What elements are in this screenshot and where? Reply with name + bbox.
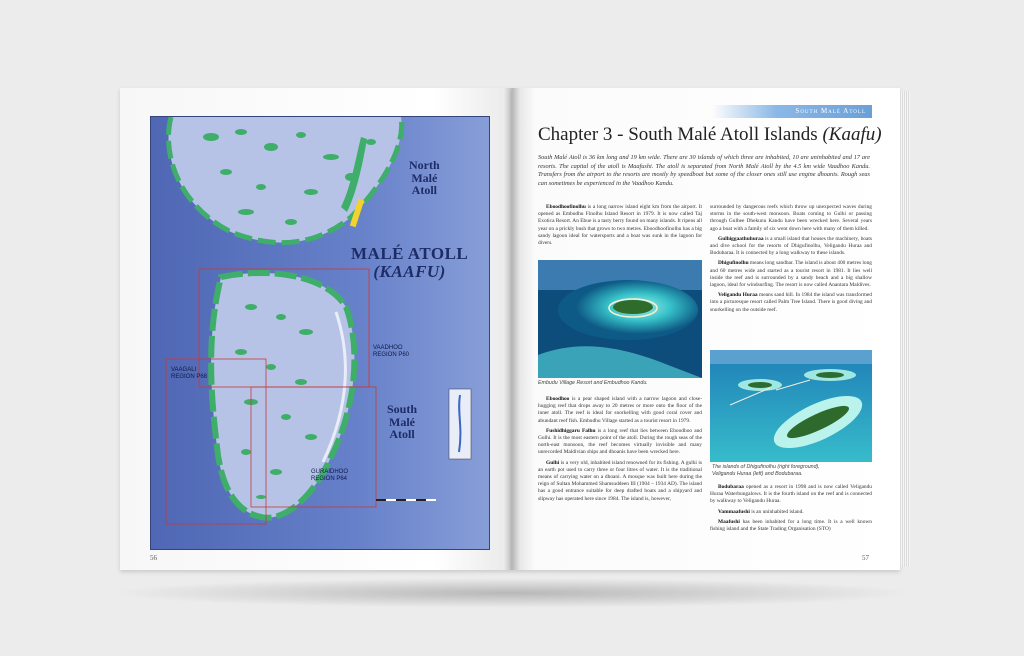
- left-page-number: 56: [150, 554, 157, 562]
- paragraph: Veligandu Huraa means sand hill. In 1984 the island was transformed into a picturesque resort called Palm Tree Island. There is good diving and snorkelling on the outside reef.: [710, 292, 872, 313]
- guraidhoo-region-label: GURAIDHOO REGION P64: [311, 469, 349, 483]
- chapter-title: Chapter 3 - South Malé Atoll Islands (Kaafu): [538, 124, 882, 145]
- book-shadow: [106, 578, 918, 608]
- paragraph: Vammaafushi is an uninhabited island.: [718, 508, 804, 515]
- atoll-map: [150, 116, 490, 550]
- right-page: [512, 88, 900, 570]
- dhigufinolhu-photo: [710, 350, 872, 462]
- paragraph: Maafushi has been inhabited for a long time. It is a well known fishing island and the State Trading Organisation (STO): [710, 518, 872, 533]
- page-edges: [900, 91, 910, 567]
- paragraph: Fushidhiggaru Falhu is a long reef that lies between Eboodhoo and Gulhi. It is the most eastern point of the atoll. During the rough seas of the north-east monsoon, the reef becomes virtually invisible and many unrecorded Maldivian ships and dhoanis have been wrecked here.: [538, 427, 702, 456]
- embudu-photo: [538, 260, 702, 378]
- vaagali-region-label: VAAGALI REGION P68: [171, 367, 208, 381]
- south-male-atoll-label: South Malé Atoll: [387, 402, 418, 442]
- paragraph: Dhigufinolhu means long sandbar. The island is about 400 metres long and 60 metres wide and started as a tourist resort in 1981. It lies well inside the reef and is surrounded by a sandy beach and a big shallow lagoon, ideal for windsurfing. The resort is now called Anantara Maldives.: [710, 260, 872, 289]
- right-page-number: 57: [862, 554, 869, 562]
- book-spine: [504, 88, 520, 570]
- map-main-title: MALÉ ATOLL (KAAFU): [351, 244, 469, 281]
- paragraph: Bodubaraa opened as a resort in 1998 and is now called Veligandu Huraa Waterbungalows. It is the fourth island on the reef and is connected by walkway to Veligandu Huraa.: [710, 484, 872, 505]
- column-1-bottom: [538, 396, 702, 506]
- north-male-atoll-label: North Malé Atoll: [409, 158, 440, 198]
- left-page: [120, 88, 512, 570]
- chapter-intro: South Malé Atoll is 36 km long and 19 km wide. There are 30 islands of which three are inhabited, 10 are uninhabited and 17 are resorts. The capital of the atoll is Maafushi. The atoll is separated from North Malé Atoll by the 4.5 km wide Vaadhoo Kandu. Transfers from the airport to the resorts are mostly by speedboat but some of the closer ones still use engine dhoanis. Rough seas can sometimes be experienced in the Vaadhoo Kandu.: [538, 154, 870, 187]
- photo-1-caption: Embudu Village Resort and Embudhoo Kandu.: [538, 380, 648, 386]
- paragraph: Gulhi is a very old, inhabited island renowned for its fishing. A gulhi is an earth pot used to carry three or four litres of water. It is the traditional means of carrying water on a dhoani. A mosque was built here during the reign of Sultan Mohammed Shamsuddeen III (1904 – 1934 AD). The island has a good entrance suitable for deep drafted boats and a shipyard and slipway has operated here since 1984. The island is, however,: [538, 459, 702, 502]
- vaadhoo-region-label: VAADHOO REGION P60: [373, 345, 410, 359]
- photo-2-caption: The islands of Dhigufinolhu (right foreground), Veligandu Huraa (left) and Bodubaraa.: [712, 464, 820, 477]
- running-head: South Malé Atoll: [712, 105, 872, 118]
- column-1-top: [538, 204, 702, 250]
- column-2-bottom: [710, 484, 872, 536]
- paragraph: surrounded by dangerous reefs which throw up unexpected waves during storms in the south-west monsoon. Boats coming to Gulhi or passing through Gulhee Dhekunu Kandu have been wrecked here. Several years ago a boat with a family of six went down here with many of them killed.: [710, 204, 872, 232]
- paragraph: Eboodhoo is a pear shaped island with a narrow lagoon and close-hugging reef that drops away to 20 metres or more onto the floor of the inner atoll. The reef is ideal for snorkelling with good coral cover and abundant reef fish. Embudhu Village started as a tourist resort in 1979.: [538, 396, 702, 424]
- open-book: [120, 88, 910, 578]
- paragraph: Eboodhoofinolhu is a long narrow island eight km from the airport. It opened as Embudhu Finolhu Island Resort in 1979. It is now called Taj Exotica Resort. An Ebue is a tasty berry found on many islands. It ripens all year on a prickly bush that grows to two metres. Eboodhoofinolhu has a big sandy lagoon ideal for watersports and a boat was sunk in the lagoon for divers.: [538, 204, 702, 247]
- column-2-top: [710, 204, 872, 317]
- paragraph: Gulhiggaathuhuraa is a small island that houses the machinery, boats and dive school for the resorts of Dhigufinolhu, Veligandu Huraa and Bodubaraa. It is connected by a long walkway to these islands.: [710, 235, 872, 257]
